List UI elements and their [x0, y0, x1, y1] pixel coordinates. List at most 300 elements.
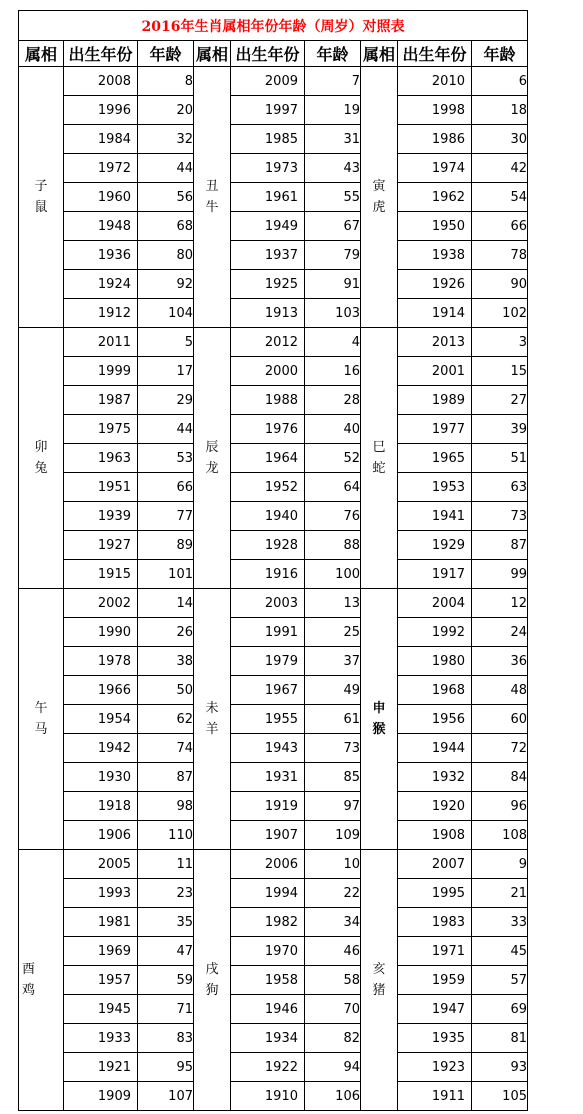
table-row — [19, 821, 528, 850]
birth-year-cell: 1965 — [398, 444, 472, 473]
table-row — [19, 966, 528, 995]
age-cell: 80 — [138, 241, 194, 270]
age-cell: 22 — [305, 879, 361, 908]
age-cell: 49 — [305, 676, 361, 705]
birth-year-cell: 1960 — [64, 183, 138, 212]
table-row — [19, 299, 528, 328]
age-cell: 3 — [472, 328, 528, 357]
age-cell: 17 — [138, 357, 194, 386]
age-cell: 48 — [472, 676, 528, 705]
birth-year-cell: 2004 — [398, 589, 472, 618]
zodiac-cell — [361, 589, 398, 850]
birth-year-cell: 1936 — [64, 241, 138, 270]
birth-year-cell: 1942 — [64, 734, 138, 763]
birth-year-cell: 1978 — [64, 647, 138, 676]
birth-year-cell: 1923 — [398, 1053, 472, 1082]
zodiac-cell — [19, 850, 64, 1111]
age-cell: 33 — [472, 908, 528, 937]
table-row — [19, 502, 528, 531]
age-cell: 88 — [305, 531, 361, 560]
age-cell: 83 — [138, 1024, 194, 1053]
birth-year-cell: 1934 — [231, 1024, 305, 1053]
birth-year-cell: 1937 — [231, 241, 305, 270]
age-cell: 56 — [138, 183, 194, 212]
table-row — [19, 270, 528, 299]
zodiac-char: 巳 — [372, 440, 386, 455]
age-cell: 51 — [472, 444, 528, 473]
zodiac-char: 亥 — [372, 962, 386, 977]
age-cell: 55 — [305, 183, 361, 212]
age-cell: 92 — [138, 270, 194, 299]
age-cell: 37 — [305, 647, 361, 676]
age-cell: 38 — [138, 647, 194, 676]
birth-year-cell: 1993 — [64, 879, 138, 908]
age-cell: 66 — [472, 212, 528, 241]
age-cell: 4 — [305, 328, 361, 357]
age-cell: 35 — [138, 908, 194, 937]
birth-year-cell: 1910 — [231, 1082, 305, 1111]
age-cell: 12 — [472, 589, 528, 618]
age-cell: 71 — [138, 995, 194, 1024]
zodiac-char: 寅 — [372, 179, 386, 194]
birth-year-cell: 1975 — [64, 415, 138, 444]
age-cell: 8 — [138, 67, 194, 96]
birth-year-cell: 1912 — [64, 299, 138, 328]
table-row — [19, 183, 528, 212]
birth-year-cell: 1927 — [64, 531, 138, 560]
table-row — [19, 473, 528, 502]
birth-year-cell: 1933 — [64, 1024, 138, 1053]
age-cell: 103 — [305, 299, 361, 328]
birth-year-cell: 1924 — [64, 270, 138, 299]
zodiac-char: 午 — [34, 701, 48, 716]
birth-year-cell: 1984 — [64, 125, 138, 154]
birth-year-cell: 1919 — [231, 792, 305, 821]
birth-year-cell: 1976 — [231, 415, 305, 444]
birth-year-cell: 1982 — [231, 908, 305, 937]
birth-year-cell: 1948 — [64, 212, 138, 241]
birth-year-cell: 1928 — [231, 531, 305, 560]
birth-year-cell: 1913 — [231, 299, 305, 328]
age-cell: 20 — [138, 96, 194, 125]
birth-year-cell: 1939 — [64, 502, 138, 531]
birth-year-cell: 1950 — [398, 212, 472, 241]
age-cell: 63 — [472, 473, 528, 502]
age-cell: 21 — [472, 879, 528, 908]
age-cell: 94 — [305, 1053, 361, 1082]
age-cell: 69 — [472, 995, 528, 1024]
age-cell: 30 — [472, 125, 528, 154]
age-cell: 73 — [472, 502, 528, 531]
table-row — [19, 995, 528, 1024]
birth-year-cell: 1921 — [64, 1053, 138, 1082]
zodiac-char: 未 — [205, 701, 219, 716]
birth-year-cell: 1926 — [398, 270, 472, 299]
birth-year-cell: 1911 — [398, 1082, 472, 1111]
age-cell: 7 — [305, 67, 361, 96]
birth-year-cell: 1955 — [231, 705, 305, 734]
zodiac-char: 蛇 — [372, 461, 386, 476]
table-row — [19, 96, 528, 125]
table-row — [19, 792, 528, 821]
birth-year-cell: 1992 — [398, 618, 472, 647]
birth-year-cell: 2005 — [64, 850, 138, 879]
table-row — [19, 1053, 528, 1082]
table-body — [19, 11, 528, 1111]
birth-year-cell: 1907 — [231, 821, 305, 850]
age-cell: 87 — [472, 531, 528, 560]
birth-year-cell: 1914 — [398, 299, 472, 328]
age-cell: 46 — [305, 937, 361, 966]
birth-year-cell: 1983 — [398, 908, 472, 937]
age-cell: 14 — [138, 589, 194, 618]
table-row — [19, 212, 528, 241]
birth-year-cell: 2013 — [398, 328, 472, 357]
zodiac-char: 子 — [34, 179, 48, 194]
zodiac-cell — [194, 850, 231, 1111]
age-cell: 59 — [138, 966, 194, 995]
table-row — [19, 879, 528, 908]
age-cell: 28 — [305, 386, 361, 415]
age-cell: 19 — [305, 96, 361, 125]
zodiac-char: 卯 — [34, 440, 48, 455]
age-cell: 60 — [472, 705, 528, 734]
birth-year-cell: 1944 — [398, 734, 472, 763]
age-cell: 77 — [138, 502, 194, 531]
birth-year-cell: 1968 — [398, 676, 472, 705]
birth-year-cell: 1941 — [398, 502, 472, 531]
birth-year-cell: 2010 — [398, 67, 472, 96]
table-row — [19, 734, 528, 763]
zodiac-age-table — [18, 10, 528, 1111]
birth-year-cell: 2007 — [398, 850, 472, 879]
birth-year-cell: 1949 — [231, 212, 305, 241]
age-cell: 58 — [305, 966, 361, 995]
header-zodiac-2: 属相 — [194, 41, 231, 67]
birth-year-cell: 1929 — [398, 531, 472, 560]
birth-year-cell: 1989 — [398, 386, 472, 415]
header-zodiac-3: 属相 — [361, 41, 398, 67]
birth-year-cell: 1981 — [64, 908, 138, 937]
age-cell: 42 — [472, 154, 528, 183]
birth-year-cell: 1906 — [64, 821, 138, 850]
age-cell: 9 — [472, 850, 528, 879]
header-age-1: 年龄 — [138, 41, 194, 67]
zodiac-char: 兔 — [34, 461, 48, 476]
age-cell: 29 — [138, 386, 194, 415]
age-cell: 27 — [472, 386, 528, 415]
age-cell: 98 — [138, 792, 194, 821]
age-cell: 87 — [138, 763, 194, 792]
zodiac-cell — [19, 589, 64, 850]
age-cell: 53 — [138, 444, 194, 473]
birth-year-cell: 1935 — [398, 1024, 472, 1053]
header-age-3: 年龄 — [472, 41, 528, 67]
age-cell: 11 — [138, 850, 194, 879]
birth-year-cell: 1990 — [64, 618, 138, 647]
birth-year-cell: 1938 — [398, 241, 472, 270]
birth-year-cell: 2008 — [64, 67, 138, 96]
age-cell: 108 — [472, 821, 528, 850]
age-cell: 36 — [472, 647, 528, 676]
age-cell: 61 — [305, 705, 361, 734]
birth-year-cell: 1987 — [64, 386, 138, 415]
birth-year-cell: 1909 — [64, 1082, 138, 1111]
age-cell: 85 — [305, 763, 361, 792]
age-cell: 26 — [138, 618, 194, 647]
age-cell: 96 — [472, 792, 528, 821]
birth-year-cell: 1915 — [64, 560, 138, 589]
age-cell: 95 — [138, 1053, 194, 1082]
zodiac-cell — [361, 850, 398, 1111]
age-cell: 101 — [138, 560, 194, 589]
zodiac-cell — [194, 328, 231, 589]
zodiac-char: 辰 — [205, 440, 219, 455]
birth-year-cell: 2006 — [231, 850, 305, 879]
birth-year-cell: 1916 — [231, 560, 305, 589]
zodiac-char: 鸡 — [22, 983, 36, 998]
age-cell: 50 — [138, 676, 194, 705]
birth-year-cell: 1947 — [398, 995, 472, 1024]
age-cell: 106 — [305, 1082, 361, 1111]
birth-year-cell: 1971 — [398, 937, 472, 966]
age-cell: 40 — [305, 415, 361, 444]
header-birth-year-1: 出生年份 — [64, 41, 138, 67]
age-cell: 47 — [138, 937, 194, 966]
birth-year-cell: 1966 — [64, 676, 138, 705]
age-cell: 31 — [305, 125, 361, 154]
table-row — [19, 444, 528, 473]
table-row — [19, 647, 528, 676]
birth-year-cell: 1977 — [398, 415, 472, 444]
age-cell: 23 — [138, 879, 194, 908]
age-cell: 18 — [472, 96, 528, 125]
table-title: 2016年生肖属相年份年龄（周岁）对照表 — [19, 11, 528, 41]
age-cell: 39 — [472, 415, 528, 444]
age-cell: 84 — [472, 763, 528, 792]
zodiac-char: 猴 — [372, 722, 386, 737]
age-cell: 109 — [305, 821, 361, 850]
birth-year-cell: 1995 — [398, 879, 472, 908]
age-cell: 16 — [305, 357, 361, 386]
table-row — [19, 386, 528, 415]
age-cell: 70 — [305, 995, 361, 1024]
birth-year-cell: 1943 — [231, 734, 305, 763]
birth-year-cell: 1952 — [231, 473, 305, 502]
table-row — [19, 560, 528, 589]
age-cell: 57 — [472, 966, 528, 995]
table-row — [19, 850, 528, 879]
birth-year-cell: 1998 — [398, 96, 472, 125]
age-cell: 110 — [138, 821, 194, 850]
zodiac-char: 戌 — [205, 962, 219, 977]
table-row — [19, 618, 528, 647]
birth-year-cell: 2009 — [231, 67, 305, 96]
birth-year-cell: 1964 — [231, 444, 305, 473]
birth-year-cell: 1958 — [231, 966, 305, 995]
age-cell: 76 — [305, 502, 361, 531]
table-row — [19, 154, 528, 183]
table-row — [19, 328, 528, 357]
age-cell: 74 — [138, 734, 194, 763]
table-row — [19, 241, 528, 270]
age-cell: 68 — [138, 212, 194, 241]
zodiac-cell — [19, 328, 64, 589]
zodiac-cell — [194, 589, 231, 850]
birth-year-cell: 1974 — [398, 154, 472, 183]
table-row — [19, 67, 528, 96]
age-cell: 97 — [305, 792, 361, 821]
age-cell: 73 — [305, 734, 361, 763]
zodiac-char: 龙 — [205, 461, 219, 476]
table-row — [19, 1082, 528, 1111]
birth-year-cell: 1945 — [64, 995, 138, 1024]
birth-year-cell: 1991 — [231, 618, 305, 647]
zodiac-char: 虎 — [372, 200, 386, 215]
table-row — [19, 908, 528, 937]
birth-year-cell: 2012 — [231, 328, 305, 357]
table-row — [19, 676, 528, 705]
birth-year-cell: 1917 — [398, 560, 472, 589]
birth-year-cell: 1918 — [64, 792, 138, 821]
birth-year-cell: 1986 — [398, 125, 472, 154]
table-row — [19, 125, 528, 154]
birth-year-cell: 1925 — [231, 270, 305, 299]
title-row — [19, 11, 528, 41]
age-cell: 52 — [305, 444, 361, 473]
birth-year-cell: 1988 — [231, 386, 305, 415]
table-row — [19, 1024, 528, 1053]
zodiac-char: 酉 — [22, 962, 36, 977]
age-cell: 93 — [472, 1053, 528, 1082]
table-row — [19, 357, 528, 386]
table-row — [19, 937, 528, 966]
age-cell: 32 — [138, 125, 194, 154]
birth-year-cell: 1959 — [398, 966, 472, 995]
age-cell: 99 — [472, 560, 528, 589]
birth-year-cell: 1972 — [64, 154, 138, 183]
birth-year-cell: 1969 — [64, 937, 138, 966]
zodiac-char: 鼠 — [34, 200, 48, 215]
birth-year-cell: 1951 — [64, 473, 138, 502]
age-cell: 100 — [305, 560, 361, 589]
birth-year-cell: 1997 — [231, 96, 305, 125]
zodiac-char: 申 — [372, 701, 386, 716]
birth-year-cell: 1996 — [64, 96, 138, 125]
birth-year-cell: 1979 — [231, 647, 305, 676]
age-cell: 102 — [472, 299, 528, 328]
age-cell: 107 — [138, 1082, 194, 1111]
birth-year-cell: 1994 — [231, 879, 305, 908]
birth-year-cell: 2002 — [64, 589, 138, 618]
birth-year-cell: 1967 — [231, 676, 305, 705]
zodiac-cell — [194, 67, 231, 328]
age-cell: 62 — [138, 705, 194, 734]
table-row — [19, 589, 528, 618]
birth-year-cell: 2001 — [398, 357, 472, 386]
age-cell: 43 — [305, 154, 361, 183]
age-cell: 54 — [472, 183, 528, 212]
birth-year-cell: 1931 — [231, 763, 305, 792]
birth-year-cell: 1930 — [64, 763, 138, 792]
birth-year-cell: 1999 — [64, 357, 138, 386]
birth-year-cell: 1980 — [398, 647, 472, 676]
age-cell: 34 — [305, 908, 361, 937]
zodiac-char: 丑 — [205, 179, 219, 194]
age-cell: 78 — [472, 241, 528, 270]
age-cell: 25 — [305, 618, 361, 647]
birth-year-cell: 1908 — [398, 821, 472, 850]
birth-year-cell: 1946 — [231, 995, 305, 1024]
table-row — [19, 415, 528, 444]
header-birth-year-2: 出生年份 — [231, 41, 305, 67]
age-cell: 67 — [305, 212, 361, 241]
birth-year-cell: 2000 — [231, 357, 305, 386]
birth-year-cell: 1963 — [64, 444, 138, 473]
birth-year-cell: 2003 — [231, 589, 305, 618]
age-cell: 15 — [472, 357, 528, 386]
birth-year-cell: 1962 — [398, 183, 472, 212]
birth-year-cell: 1956 — [398, 705, 472, 734]
birth-year-cell: 2011 — [64, 328, 138, 357]
age-cell: 6 — [472, 67, 528, 96]
age-cell: 44 — [138, 415, 194, 444]
zodiac-cell — [361, 328, 398, 589]
birth-year-cell: 1953 — [398, 473, 472, 502]
age-cell: 79 — [305, 241, 361, 270]
table-row — [19, 531, 528, 560]
birth-year-cell: 1957 — [64, 966, 138, 995]
age-cell: 24 — [472, 618, 528, 647]
birth-year-cell: 1961 — [231, 183, 305, 212]
age-cell: 82 — [305, 1024, 361, 1053]
age-cell: 91 — [305, 270, 361, 299]
birth-year-cell: 1922 — [231, 1053, 305, 1082]
birth-year-cell: 1985 — [231, 125, 305, 154]
zodiac-char: 羊 — [205, 722, 219, 737]
age-cell: 90 — [472, 270, 528, 299]
header-row — [19, 41, 528, 67]
table-row — [19, 763, 528, 792]
zodiac-cell — [19, 67, 64, 328]
age-cell: 64 — [305, 473, 361, 502]
birth-year-cell: 1920 — [398, 792, 472, 821]
age-cell: 72 — [472, 734, 528, 763]
age-cell: 10 — [305, 850, 361, 879]
age-cell: 66 — [138, 473, 194, 502]
birth-year-cell: 1932 — [398, 763, 472, 792]
birth-year-cell: 1954 — [64, 705, 138, 734]
age-cell: 45 — [472, 937, 528, 966]
birth-year-cell: 1973 — [231, 154, 305, 183]
zodiac-char: 马 — [34, 722, 48, 737]
header-zodiac-1: 属相 — [19, 41, 64, 67]
age-cell: 13 — [305, 589, 361, 618]
zodiac-cell — [361, 67, 398, 328]
age-cell: 5 — [138, 328, 194, 357]
birth-year-cell: 1970 — [231, 937, 305, 966]
age-cell: 44 — [138, 154, 194, 183]
zodiac-char: 狗 — [205, 983, 219, 998]
age-cell: 105 — [472, 1082, 528, 1111]
zodiac-char: 猪 — [372, 983, 386, 998]
header-age-2: 年龄 — [305, 41, 361, 67]
zodiac-char: 牛 — [205, 200, 219, 215]
age-cell: 104 — [138, 299, 194, 328]
age-cell: 81 — [472, 1024, 528, 1053]
table-row — [19, 705, 528, 734]
age-cell: 89 — [138, 531, 194, 560]
